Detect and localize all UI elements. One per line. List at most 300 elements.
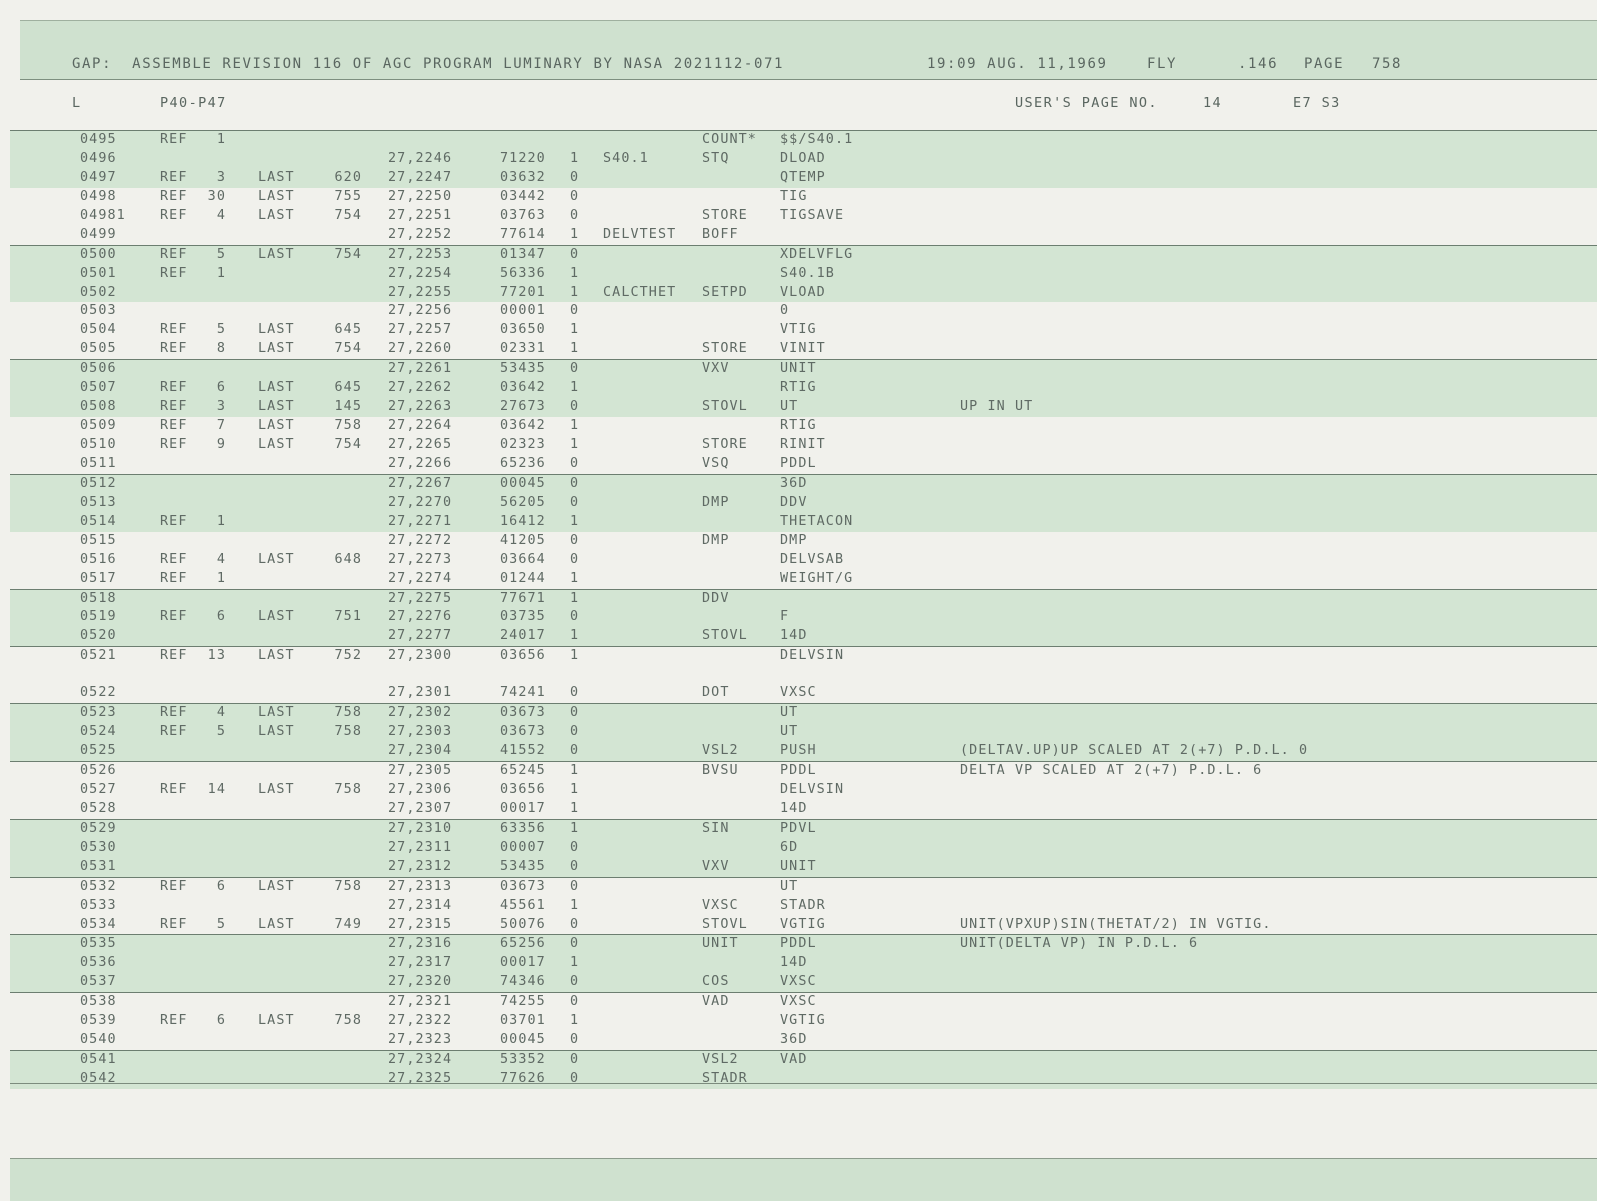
opcode: VSL2	[702, 743, 739, 759]
line-number: 0534	[80, 916, 117, 932]
listing-row	[10, 646, 1597, 666]
assembly-listing	[10, 130, 1597, 1089]
last-label: LAST	[258, 609, 295, 625]
address: 27,2261	[388, 361, 453, 377]
parity-flag: 0	[570, 916, 580, 932]
line-number: 0542	[80, 1071, 117, 1086]
ref-label: REF	[160, 246, 188, 262]
parity-flag: 1	[570, 265, 580, 281]
listing-row	[10, 340, 1597, 359]
address: 27,2274	[388, 570, 453, 586]
address: 27,2266	[388, 455, 453, 471]
listing-row	[10, 954, 1597, 973]
ref-label: REF	[160, 724, 188, 740]
octal-word: 00001	[500, 303, 546, 319]
line-number: 0541	[80, 1052, 117, 1068]
operand: UNIT	[780, 858, 817, 874]
last-label: LAST	[258, 380, 295, 396]
ref-count: 3	[216, 169, 226, 185]
listing-row	[10, 455, 1597, 474]
line-number: 0532	[80, 878, 117, 894]
parity-flag: 0	[570, 551, 580, 567]
octal-word: 03656	[500, 648, 546, 664]
octal-word: 53352	[500, 1052, 546, 1068]
address: 27,2263	[388, 399, 453, 415]
listing-row	[10, 703, 1597, 723]
address: 27,2301	[388, 685, 453, 701]
last-page: 754	[334, 437, 362, 452]
line-number: 0520	[80, 628, 117, 644]
operand: TIG	[780, 188, 808, 204]
last-label: LAST	[258, 724, 295, 740]
ref-count: 13	[207, 648, 226, 664]
opcode: VXSC	[702, 897, 739, 913]
parity-flag: 0	[570, 839, 580, 855]
operand: QTEMP	[780, 169, 826, 185]
ref-label: REF	[160, 418, 188, 434]
opcode: STQ	[702, 150, 730, 166]
operand: PDDL	[780, 455, 817, 471]
last-label: LAST	[258, 188, 295, 204]
address: 27,2300	[388, 648, 453, 664]
address: 27,2314	[388, 897, 453, 913]
ref-count: 7	[216, 418, 226, 434]
address: 27,2311	[388, 839, 453, 855]
parity-flag: 1	[570, 1013, 580, 1029]
listing-end-rule	[10, 1083, 1597, 1084]
address: 27,2257	[388, 322, 453, 338]
operand: VGTIG	[780, 916, 826, 932]
listing-row	[10, 150, 1597, 169]
operand: UT	[780, 705, 799, 721]
operand: DELVSAB	[780, 551, 845, 567]
listing-row	[10, 781, 1597, 800]
operand: VXSC	[780, 994, 817, 1010]
operand: TIGSAVE	[780, 207, 845, 223]
ref-label: REF	[160, 705, 188, 721]
comment: UNIT(DELTA VP) IN P.D.L. 6	[960, 936, 1199, 952]
octal-word: 03673	[500, 724, 546, 740]
octal-word: 03673	[500, 705, 546, 721]
address: 27,2322	[388, 1013, 453, 1029]
last-page: 754	[334, 341, 362, 357]
octal-word: 56205	[500, 494, 546, 510]
line-number: 0535	[80, 936, 117, 952]
address: 27,2272	[388, 532, 453, 548]
line-number: 0507	[80, 380, 117, 396]
line-number: 0501	[80, 265, 117, 281]
address: 27,2276	[388, 609, 453, 625]
last-label: LAST	[258, 246, 295, 262]
last-label: LAST	[258, 418, 295, 434]
listing-row	[10, 897, 1597, 916]
operand: UNIT	[780, 361, 817, 377]
opcode: VSQ	[702, 455, 730, 471]
line-number: 0496	[80, 150, 117, 166]
address: 27,2310	[388, 820, 453, 836]
timestamp: 19:09 AUG. 11,1969	[927, 56, 1108, 72]
opcode: STORE	[702, 341, 748, 357]
address: 27,2253	[388, 246, 453, 262]
listing-row	[10, 379, 1597, 398]
parity-flag: 1	[570, 800, 580, 816]
octal-word: 03735	[500, 609, 546, 625]
last-label: LAST	[258, 648, 295, 664]
operand: PDDL	[780, 936, 817, 952]
octal-word: 65236	[500, 455, 546, 471]
last-page: 758	[334, 705, 362, 721]
line-number: 0538	[80, 994, 117, 1010]
section-code: E7 S3	[1293, 95, 1341, 111]
ref-count: 4	[216, 705, 226, 721]
last-page: 754	[334, 207, 362, 223]
address: 27,2305	[388, 763, 453, 778]
octal-word: 03673	[500, 878, 546, 894]
section-name: P40-P47	[160, 95, 227, 111]
ref-count: 1	[216, 570, 226, 586]
operand: VXSC	[780, 974, 817, 990]
line-number: 0519	[80, 609, 117, 625]
listing-row	[10, 684, 1597, 703]
line-number: 0505	[80, 341, 117, 357]
parity-flag: 1	[570, 590, 580, 606]
symbol-label: S40.1	[603, 150, 649, 166]
parity-flag: 0	[570, 724, 580, 740]
opcode: VXV	[702, 858, 730, 874]
ref-label: REF	[160, 380, 188, 396]
opcode: STOVL	[702, 399, 748, 415]
parity-flag: 1	[570, 418, 580, 434]
line-number: 0527	[80, 781, 117, 797]
operand: 14D	[780, 800, 808, 816]
parity-flag: 1	[570, 570, 580, 586]
parity-flag: 0	[570, 858, 580, 874]
listing-row	[10, 302, 1597, 321]
line-number: 0513	[80, 494, 117, 510]
ref-count: 5	[216, 246, 226, 262]
line-number: 0539	[80, 1013, 117, 1029]
last-page: 749	[334, 916, 362, 932]
line-number: 0537	[80, 974, 117, 990]
ref-count: 6	[216, 1013, 226, 1029]
page-number: 758	[1372, 56, 1403, 72]
listing-row	[10, 532, 1597, 551]
address: 27,2313	[388, 878, 453, 894]
octal-word: 02323	[500, 437, 546, 452]
line-number: 0523	[80, 705, 117, 721]
octal-word: 03656	[500, 781, 546, 797]
parity-flag: 0	[570, 303, 580, 319]
octal-word: 24017	[500, 628, 546, 644]
listing-row	[10, 551, 1597, 570]
ref-label: REF	[160, 207, 188, 223]
ref-count: 6	[216, 609, 226, 625]
parity-flag: 1	[570, 226, 580, 242]
operand: UT	[780, 724, 799, 740]
opcode: DMP	[702, 532, 730, 548]
last-label: LAST	[258, 551, 295, 567]
last-label: LAST	[258, 916, 295, 932]
opcode: STADR	[702, 1071, 748, 1086]
octal-word: 03632	[500, 169, 546, 185]
parity-flag: 0	[570, 1032, 580, 1048]
blank-row	[10, 666, 1597, 684]
octal-word: 00017	[500, 955, 546, 971]
parity-flag: 1	[570, 897, 580, 913]
last-page: 752	[334, 648, 362, 664]
assembly-title: GAP: ASSEMBLE REVISION 116 OF AGC PROGRAM LUMINARY BY NASA 2021112-071	[72, 56, 785, 72]
address: 27,2307	[388, 800, 453, 816]
opcode: DOT	[702, 685, 730, 701]
operand: VXSC	[780, 685, 817, 701]
parity-flag: 1	[570, 150, 580, 166]
ref-count: 9	[216, 437, 226, 452]
operand: DDV	[780, 494, 808, 510]
ref-count: 30	[207, 188, 226, 204]
line-number: 0528	[80, 800, 117, 816]
listing-row	[10, 188, 1597, 207]
line-number: 0499	[80, 226, 117, 242]
ref-count: 6	[216, 878, 226, 894]
opcode: DDV	[702, 590, 730, 606]
line-number: 0502	[80, 284, 117, 300]
parity-flag: 0	[570, 609, 580, 625]
operand: 0	[780, 303, 790, 319]
last-page: 755	[334, 188, 362, 204]
line-number: 0526	[80, 763, 117, 778]
parity-flag: 1	[570, 955, 580, 971]
ref-label: REF	[160, 399, 188, 415]
last-page: 648	[334, 551, 362, 567]
operand: PDDL	[780, 763, 817, 778]
comment: (DELTAV.UP)UP SCALED AT 2(+7) P.D.L. 0	[960, 743, 1309, 759]
operand: $$/S40.1	[780, 132, 854, 147]
parity-flag: 0	[570, 494, 580, 510]
operand: DELVSIN	[780, 781, 845, 797]
address: 27,2315	[388, 916, 453, 932]
listing-row	[10, 359, 1597, 379]
parity-flag: 0	[570, 475, 580, 491]
line-number: 0517	[80, 570, 117, 586]
last-label: LAST	[258, 878, 295, 894]
address: 27,2270	[388, 494, 453, 510]
listing-row	[10, 284, 1597, 303]
address: 27,2260	[388, 341, 453, 357]
mode-label: FLY	[1147, 56, 1178, 72]
opcode: DMP	[702, 494, 730, 510]
listing-row	[10, 934, 1597, 954]
comment: UP IN UT	[960, 399, 1034, 415]
parity-flag: 0	[570, 878, 580, 894]
octal-word: 77671	[500, 590, 546, 606]
listing-row	[10, 761, 1597, 781]
parity-flag: 1	[570, 513, 580, 529]
operand: RTIG	[780, 380, 817, 396]
address: 27,2247	[388, 169, 453, 185]
line-number: 0522	[80, 685, 117, 701]
parity-flag: 0	[570, 207, 580, 223]
parity-flag: 1	[570, 341, 580, 357]
listing-row	[10, 723, 1597, 742]
operand: VLOAD	[780, 284, 826, 300]
ref-label: REF	[160, 265, 188, 281]
last-page: 754	[334, 246, 362, 262]
octal-word: 01244	[500, 570, 546, 586]
opcode: STORE	[702, 207, 748, 223]
octal-word: 03664	[500, 551, 546, 567]
octal-word: 74346	[500, 974, 546, 990]
parity-flag: 0	[570, 169, 580, 185]
listing-row	[10, 494, 1597, 513]
listing-row	[10, 608, 1597, 627]
octal-word: 03701	[500, 1013, 546, 1029]
ref-label: REF	[160, 1013, 188, 1029]
opcode: COUNT*	[702, 132, 757, 147]
last-label: LAST	[258, 437, 295, 452]
octal-word: 00007	[500, 839, 546, 855]
last-label: LAST	[258, 781, 295, 797]
listing-row	[10, 265, 1597, 284]
listing-row	[10, 1050, 1597, 1070]
operand: RINIT	[780, 437, 826, 452]
listing-row	[10, 819, 1597, 839]
operand: 14D	[780, 955, 808, 971]
listing-row	[10, 245, 1597, 265]
line-number: 0510	[80, 437, 117, 452]
listing-row	[10, 627, 1597, 646]
listing-row	[10, 742, 1597, 761]
last-label: LAST	[258, 1013, 295, 1029]
last-label: LAST	[258, 322, 295, 338]
line-number: 0529	[80, 820, 117, 836]
symbol-label: DELVTEST	[603, 226, 677, 242]
listing-row	[10, 1031, 1597, 1050]
page-label: PAGE	[1304, 56, 1345, 72]
listing-row	[10, 1012, 1597, 1031]
last-page: 758	[334, 418, 362, 434]
address: 27,2323	[388, 1032, 453, 1048]
line-number: 0516	[80, 551, 117, 567]
ref-label: REF	[160, 648, 188, 664]
line-number: 0497	[80, 169, 117, 185]
operand: RTIG	[780, 418, 817, 434]
opcode: BOFF	[702, 226, 739, 242]
operand: VTIG	[780, 322, 817, 338]
ref-count: 4	[216, 207, 226, 223]
address: 27,2304	[388, 743, 453, 759]
opcode: VAD	[702, 994, 730, 1010]
octal-word: 00017	[500, 800, 546, 816]
last-label: LAST	[258, 399, 295, 415]
opcode: COS	[702, 974, 730, 990]
ref-label: REF	[160, 169, 188, 185]
line-number: 0506	[80, 361, 117, 377]
parity-flag: 1	[570, 628, 580, 644]
line-number: 0540	[80, 1032, 117, 1048]
ref-label: REF	[160, 916, 188, 932]
parity-flag: 0	[570, 399, 580, 415]
parity-flag: 0	[570, 685, 580, 701]
parity-flag: 1	[570, 284, 580, 300]
user-page-label: USER'S PAGE NO.	[1015, 95, 1158, 111]
listing-row	[10, 169, 1597, 188]
listing-row	[10, 474, 1597, 494]
address: 27,2321	[388, 994, 453, 1010]
opcode: STOVL	[702, 628, 748, 644]
address: 27,2302	[388, 705, 453, 721]
line-number: 0504	[80, 322, 117, 338]
operand: 6D	[780, 839, 799, 855]
comment: UNIT(VPXUP)SIN(THETAT/2) IN VGTIG.	[960, 916, 1272, 932]
octal-word: 77614	[500, 226, 546, 242]
ref-label: REF	[160, 322, 188, 338]
octal-word: 41205	[500, 532, 546, 548]
octal-word: 01347	[500, 246, 546, 262]
address: 27,2325	[388, 1071, 453, 1086]
listing-row	[10, 417, 1597, 436]
octal-word: 63356	[500, 820, 546, 836]
operand: 36D	[780, 475, 808, 491]
parity-flag: 1	[570, 322, 580, 338]
listing-row	[10, 513, 1597, 532]
parity-flag: 1	[570, 781, 580, 797]
listing-row	[10, 1070, 1597, 1089]
octal-word: 03642	[500, 418, 546, 434]
ref-count: 5	[216, 322, 226, 338]
parity-flag: 0	[570, 246, 580, 262]
section-letter: L	[72, 95, 82, 111]
address: 27,2262	[388, 380, 453, 396]
line-number: 0500	[80, 246, 117, 262]
operand: PUSH	[780, 743, 817, 759]
line-number: 0524	[80, 724, 117, 740]
operand: 36D	[780, 1032, 808, 1048]
address: 27,2277	[388, 628, 453, 644]
address: 27,2267	[388, 475, 453, 491]
listing-row	[10, 916, 1597, 935]
address: 27,2317	[388, 955, 453, 971]
operand: VAD	[780, 1052, 808, 1068]
opcode: BVSU	[702, 763, 739, 778]
last-page: 620	[334, 169, 362, 185]
listing-row	[10, 226, 1597, 245]
user-page-number: 14	[1203, 95, 1223, 111]
listing-row	[10, 839, 1597, 858]
line-number: 0518	[80, 590, 117, 606]
octal-word: 27673	[500, 399, 546, 415]
line-number: 0498	[80, 188, 117, 204]
operand: DLOAD	[780, 150, 826, 166]
ref-count: 14	[207, 781, 226, 797]
line-number: 0512	[80, 475, 117, 491]
parity-flag: 1	[570, 820, 580, 836]
line-number: 0531	[80, 858, 117, 874]
ref-count: 5	[216, 724, 226, 740]
line-number: 0533	[80, 897, 117, 913]
parity-flag: 0	[570, 455, 580, 471]
listing-row	[10, 992, 1597, 1012]
operand: DELVSIN	[780, 648, 845, 664]
address: 27,2320	[388, 974, 453, 990]
line-number: 0530	[80, 839, 117, 855]
parity-flag: 1	[570, 648, 580, 664]
listing-row	[10, 207, 1597, 226]
last-label: LAST	[258, 705, 295, 721]
octal-word: 00045	[500, 475, 546, 491]
line-number: 0515	[80, 532, 117, 548]
address: 27,2255	[388, 284, 453, 300]
parity-flag: 1	[570, 437, 580, 452]
